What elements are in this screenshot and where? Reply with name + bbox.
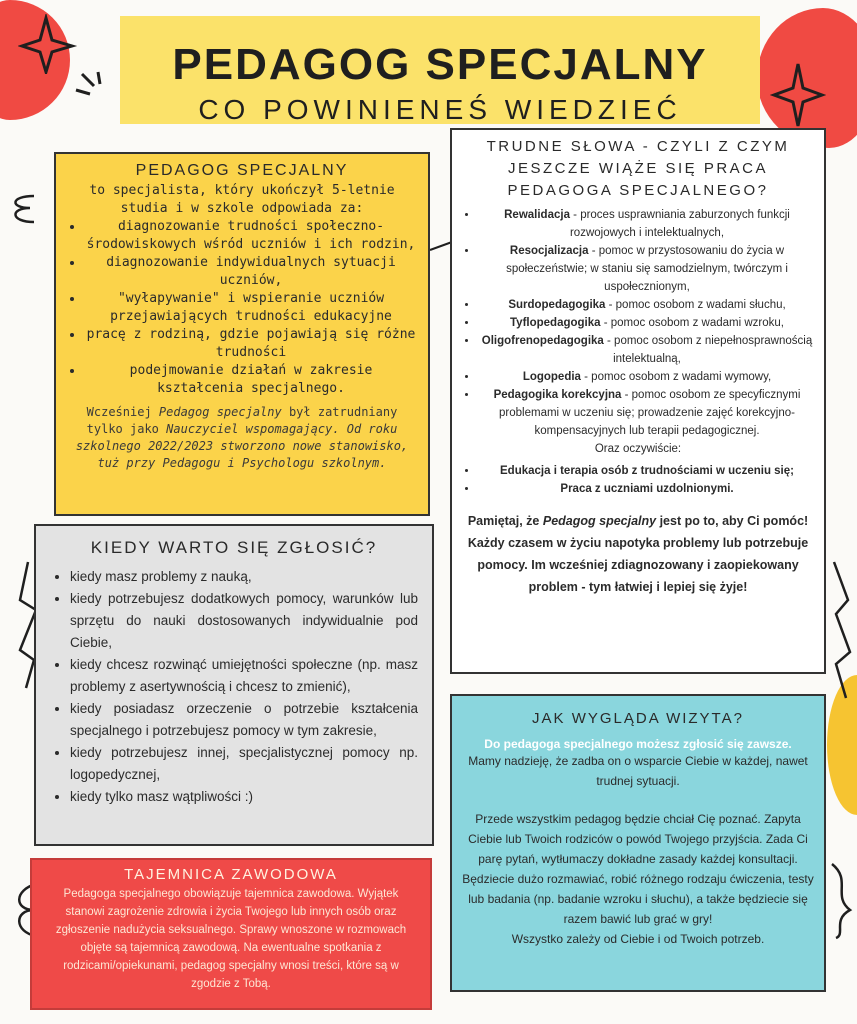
title-banner bbox=[120, 16, 760, 124]
note-emphasis: Pedagog specjalny bbox=[158, 405, 282, 419]
term-description: - pomoc osobom z niepełnosprawnością intelektualną, bbox=[603, 335, 813, 365]
list-item: • kiedy potrzebujesz dodatkowych pomocy, warunków lub sprzętu do nauki dostosowanych indywidualnie pod Ciebie, bbox=[70, 588, 418, 654]
scribble-icon bbox=[826, 860, 856, 940]
term: Surdopedagogika bbox=[508, 299, 606, 311]
when-list bbox=[36, 566, 432, 808]
term-description: - pomoc osobom ze specyficznymi problemami w uczeniu się; prowadzenie zajęć korekcyjno-kompensacyjnych lub terapii pedagogicznej. bbox=[499, 389, 801, 437]
also-label: Oraz oczywiście: bbox=[594, 443, 682, 455]
section-heading: TRUDNE SŁOWA - CZYLI Z CZYM JESZCZE WIĄŻE SIĘ PRACA PEDAGOGA SPECJALNEGO? bbox=[486, 138, 790, 199]
list-item: • kiedy posiadasz orzeczenie o potrzebie kształcenia specjalnego i potrzebujesz pomocy w tym zakresie, bbox=[70, 698, 418, 742]
list-item: • kiedy chcesz rozwinąć umiejętności społeczne (np. masz problemy z asertywnością i chcesz to zmienić), bbox=[70, 654, 418, 698]
terms-list bbox=[452, 206, 824, 440]
list-item bbox=[478, 386, 816, 440]
list-item bbox=[478, 368, 816, 386]
term-description: - proces usprawniania zaburzonych funkcji rozwojowych i intelektualnych, bbox=[569, 209, 790, 239]
remember-text: Pamiętaj, że bbox=[467, 514, 543, 528]
list-item: • kiedy tylko masz wątpliwości :) bbox=[70, 786, 418, 808]
visit-highlight: Do pedagoga specjalnego możesz zgłosić się zawsze. bbox=[484, 737, 792, 751]
connector-line bbox=[430, 240, 452, 260]
term: Tyflopedagogika bbox=[510, 317, 601, 329]
note-text: Wcześniej bbox=[86, 405, 159, 419]
visit-section bbox=[450, 694, 826, 992]
term: Rewalidacja bbox=[504, 209, 570, 221]
note-emphasis: Nauczyciel wspomagający bbox=[166, 422, 333, 436]
visit-paragraph: Przede wszystkim pedagog będzie chciał Cię poznać. Zapyta Ciebie lub Twoich rodziców o powód Twojego przyjścia. Zada Ci parę pytań, wytłumaczy dokładne zasady każdej konsultacji. Będziecie dużo rozmawiać, robić różnego rodzaju ćwiczenia, testy lub badania (np. badanie wzroku i słuchu), a także będziecie się razem bawić lub grać w gry! bbox=[462, 812, 814, 926]
when-section bbox=[34, 524, 434, 846]
term-description: - pomoc osobom z wadami wymowy, bbox=[580, 371, 772, 383]
secret-section bbox=[30, 858, 432, 1010]
page-title: PEDAGOG SPECJALNY bbox=[172, 40, 708, 89]
list-item bbox=[478, 296, 816, 314]
list-item: • Praca z uczniami uzdolnionymi. bbox=[478, 480, 816, 498]
term-description: - pomoc osobom z wadami słuchu, bbox=[605, 299, 786, 311]
visit-paragraph: Mamy nadzieję, że zadba on o wsparcie Ciebie w każdej, nawet trudnej sytuacji. bbox=[468, 754, 808, 788]
list-item bbox=[478, 206, 816, 242]
term: Oligofrenopedagogika bbox=[481, 335, 604, 347]
sparkle-icon bbox=[18, 14, 78, 74]
list-item bbox=[478, 332, 816, 368]
list-item bbox=[478, 242, 816, 296]
note-emphasis: . Od roku szkolnego 2022/2023 stworzono nowe stanowisko, tuż przy Pedagogu i Psychologu szkolnym. bbox=[75, 422, 409, 470]
list-item: • kiedy potrzebujesz innej, specjalistycznej pomocy np. logopedycznej, bbox=[70, 742, 418, 786]
section-heading: TAJEMNICA ZAWODOWA bbox=[124, 866, 338, 883]
sparkle-lines-icon bbox=[72, 70, 112, 110]
extra-list bbox=[452, 462, 824, 498]
term: Logopedia bbox=[522, 371, 581, 383]
term: Pedagogika korekcyjna bbox=[493, 389, 622, 401]
visit-paragraph: Wszystko zależy od Ciebie i od Twoich potrzeb. bbox=[511, 932, 765, 946]
section-heading: KIEDY WARTO SIĘ ZGŁOSIĆ? bbox=[90, 538, 378, 557]
note-text: był zatrudniany tylko jako bbox=[86, 405, 398, 436]
term: Resocjalizacja bbox=[509, 245, 589, 257]
zigzag-icon bbox=[830, 560, 854, 700]
pedagog-duties-list bbox=[56, 218, 428, 398]
remember-text: jest po to, aby Ci pomóc! Każdy czasem w życiu napotyka problemy lub potrzebuje pomocy. Im wcześniej zdiagnozowany i zaopiekowany problem - tym łatwiej i lepiej się żyje! bbox=[467, 514, 809, 594]
section-heading: PEDAGOG SPECJALNY bbox=[135, 162, 349, 179]
list-item: • Edukacja i terapia osób z trudnościami w uczeniu się; bbox=[478, 462, 816, 480]
term-description: - pomoc osobom z wadami wzroku, bbox=[600, 317, 784, 329]
squiggle-icon bbox=[4, 190, 44, 230]
words-section bbox=[450, 128, 826, 674]
list-item: • "wyłapywanie" i wspieranie uczniów przejawiających trudności edukacyjne bbox=[84, 290, 418, 326]
secret-body: Pedagoga specjalnego obowiązuje tajemnica zawodowa. Wyjątek stanowi zagrożenie zdrowia i życia Twojego lub innych osób oraz zgłoszenie nadużycia seksualnego. Sprawy wnoszone w rozmowach objęte są tajemnicą zawodową. Na ewentualne spotkania z rodzicami/opiekunami, pedagog specjalny wnosi treści, które są w zgodzie z Tobą. bbox=[55, 888, 407, 990]
section-heading: JAK WYGLĄDA WIZYTA? bbox=[532, 710, 744, 727]
pedagog-intro: to specjalista, który ukończył 5-letnie studia i w szkole odpowiada za: bbox=[89, 183, 395, 216]
list-item: • diagnozowanie indywidualnych sytuacji uczniów, bbox=[84, 254, 418, 290]
pedagog-section bbox=[54, 152, 430, 516]
term-description: - pomoc w przystosowaniu do życia w społeczeństwie; w staniu się samodzielnym, twórczym i uspołecznionym, bbox=[506, 245, 788, 293]
list-item: • diagnozowanie trudności społeczno-środowiskowych wśród uczniów i ich rodzin, bbox=[84, 218, 418, 254]
remember-note bbox=[452, 510, 824, 598]
page-subtitle: CO POWINIENEŚ WIEDZIEĆ bbox=[198, 94, 682, 125]
sparkle-icon bbox=[770, 60, 826, 130]
list-item bbox=[478, 314, 816, 332]
pedagog-note bbox=[56, 404, 428, 472]
list-item: • kiedy masz problemy z nauką, bbox=[70, 566, 418, 588]
remember-emphasis: Pedagog specjalny bbox=[542, 514, 657, 528]
list-item: • podejmowanie działań w zakresie kształcenia specjalnego. bbox=[84, 362, 418, 398]
list-item: • pracę z rodziną, gdzie pojawiają się różne trudności bbox=[84, 326, 418, 362]
